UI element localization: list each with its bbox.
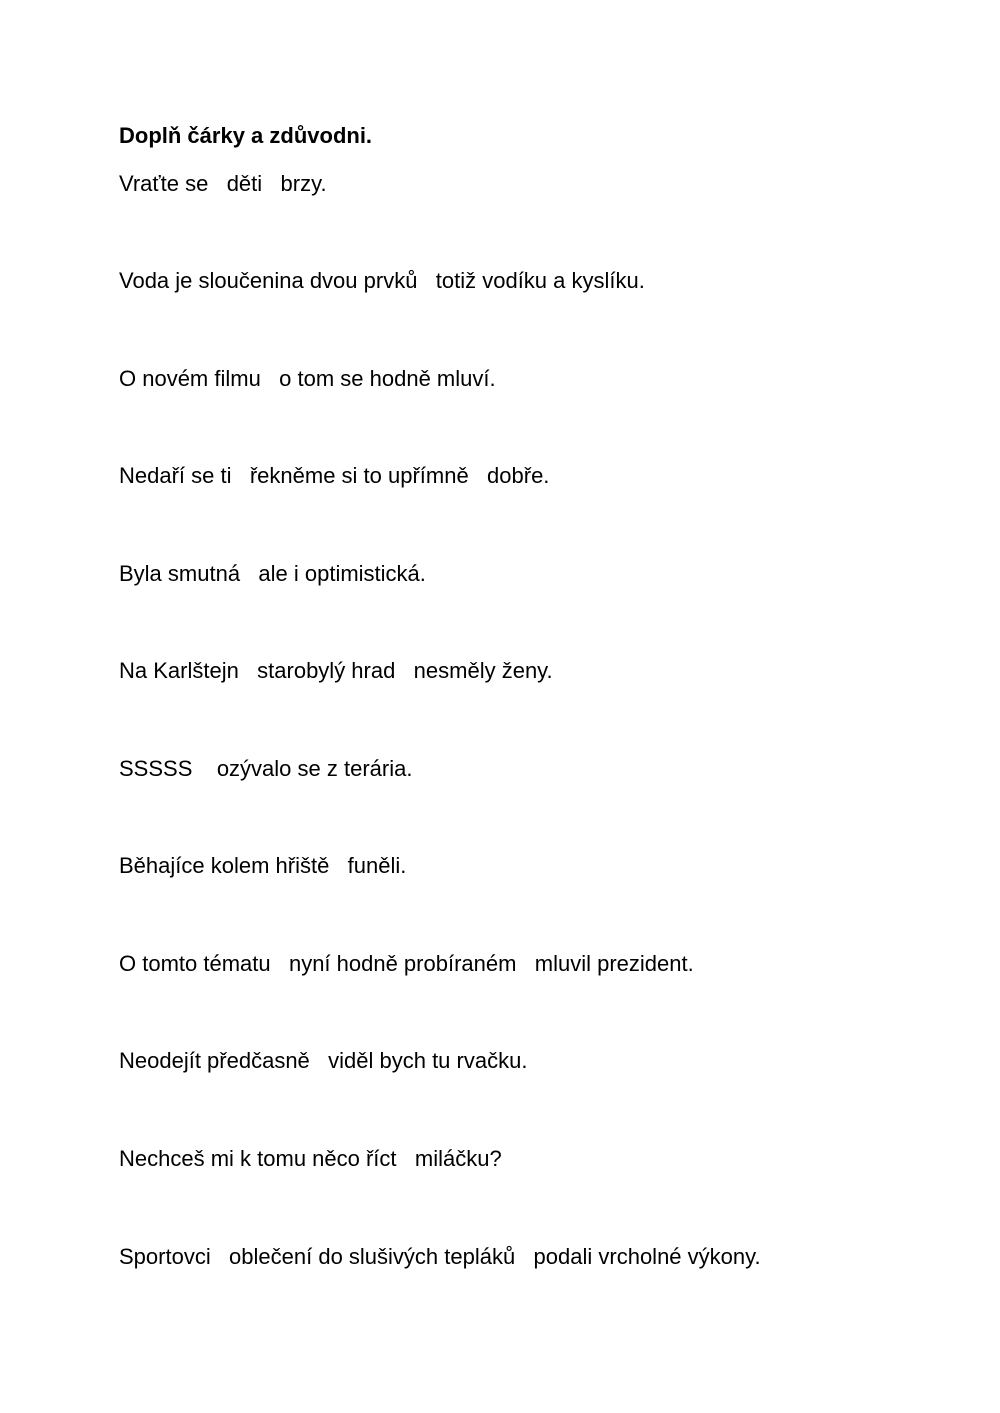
sentence-8: Běhajíce kolem hřiště funěli. [119,853,407,878]
sentence-1: Vraťte se děti brzy. [119,171,327,196]
sentence-11: Nechceš mi k tomu něco říct miláčku? [119,1146,502,1171]
sentence-6: Na Karlštejn starobylý hrad nesměly ženy. [119,658,553,683]
sentence-9: O tomto tématu nyní hodně probíraném mluvil prezident. [119,951,694,976]
sentence-4: Nedaří se ti řekněme si to upřímně dobře. [119,463,550,488]
sentence-12: Sportovci oblečení do slušivých tepláků podali vrcholné výkony. [119,1244,761,1269]
sentence-2: Voda je sloučenina dvou prvků totiž vodíku a kyslíku. [119,268,645,293]
sentence-7: SSSSS ozývalo se z terária. [119,756,413,781]
sentence-10: Neodejít předčasně viděl bych tu rvačku. [119,1048,528,1073]
sentence-5: Byla smutná ale i optimistická. [119,561,426,586]
sentence-3: O novém filmu o tom se hodně mluví. [119,366,496,391]
worksheet-title: Doplň čárky a zdůvodni. [119,123,373,148]
